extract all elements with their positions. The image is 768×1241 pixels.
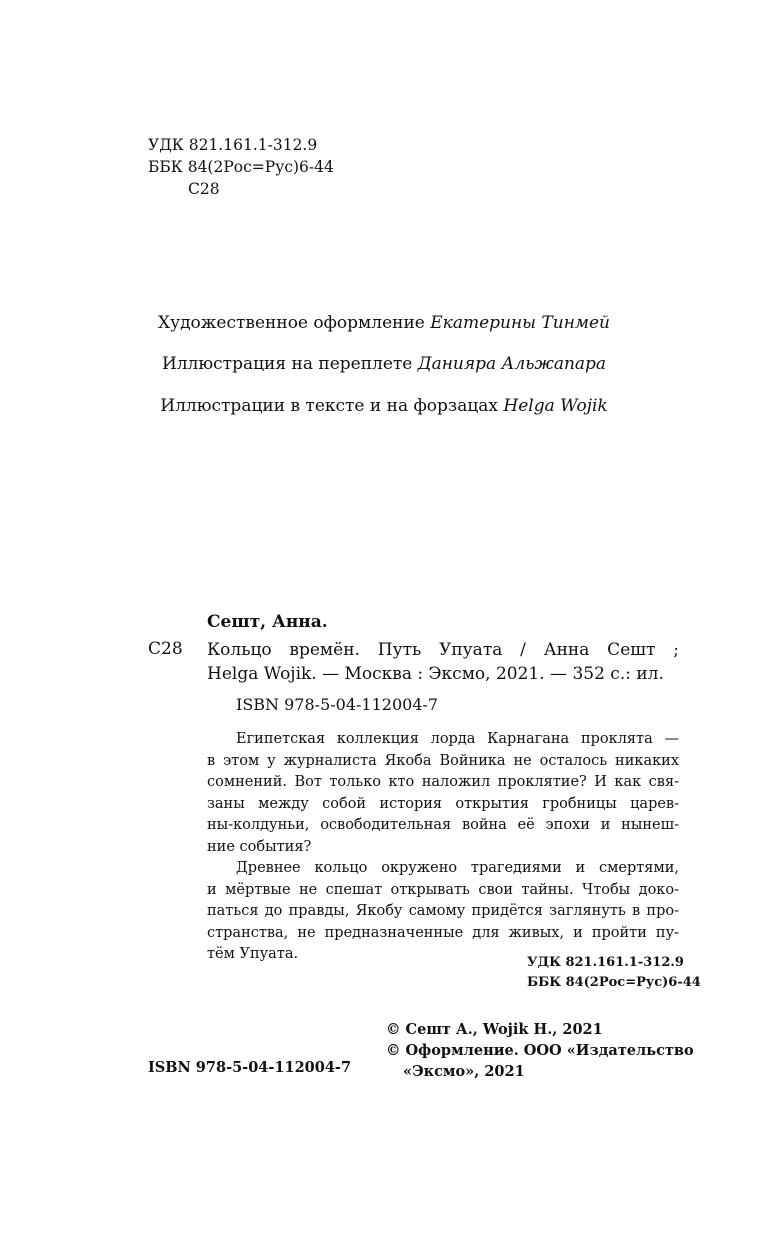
footer-udk-code: УДК 821.161.1-312.9 xyxy=(527,955,684,970)
annotation-line: ние события? xyxy=(207,838,312,855)
author-code: С28 xyxy=(188,180,220,198)
annotation-line: в этом у журналиста Якоба Войника не осталось никаких xyxy=(207,752,679,769)
bib-author: Сешт, Анна. xyxy=(207,612,328,632)
copyright-authors: © Сешт А., Wojik H., 2021 xyxy=(386,1021,603,1038)
annotation xyxy=(207,729,679,966)
copyright-design-cont: «Эксмо», 2021 xyxy=(403,1063,525,1080)
annotation-line: Древнее кольцо окружено трагедиями и смертями, xyxy=(236,860,679,876)
credit-label: Художественное оформление xyxy=(157,313,425,333)
annotation-line: тём Упуата. xyxy=(207,946,299,962)
credit-name: Данияра Альжапара xyxy=(417,354,607,374)
bib-author-code: С28 xyxy=(148,639,183,659)
credit-cover-illustration xyxy=(0,354,768,374)
credit-name: Helga Wojik xyxy=(503,396,608,416)
copyright-block xyxy=(386,1019,694,1082)
annotation-line: заны между собой история открытия гробницы царев- xyxy=(207,795,679,812)
copyright-design: © Оформление. ООО «Издательство xyxy=(386,1042,694,1059)
bib-title-block xyxy=(207,638,679,686)
annotation-line: Египетская коллекция лорда Карнагана проклята — xyxy=(236,731,679,747)
bib-isbn: ISBN 978-5-04-112004-7 xyxy=(236,695,439,714)
footer-classification-codes xyxy=(527,953,701,993)
credit-label: Иллюстрация на переплете xyxy=(161,354,413,374)
annotation-line: ны-колдуньи, освободительная война её эпохи и нынеш- xyxy=(207,817,679,833)
annotation-line: сомнений. Вот только кто наложил проклятие? И как свя- xyxy=(207,774,679,790)
credit-design xyxy=(0,313,768,333)
annotation-line: и мёртвые не спешат открывать свои тайны. Чтобы доко- xyxy=(207,881,679,898)
bib-title-line: Кольцо времён. Путь Упуата / Анна Сешт ; xyxy=(207,640,679,660)
annotation-line: паться до правды, Якобу самому придётся заглянуть в про- xyxy=(207,903,679,919)
credit-text-illustrations xyxy=(0,396,768,416)
isbn-bottom: ISBN 978-5-04-112004-7 xyxy=(148,1059,352,1076)
bib-publication-line: Helga Wojik. — Москва : Эксмо, 2021. — 352 с.: ил. xyxy=(207,664,664,684)
bbk-code: ББК 84(2Рос=Рус)6-44 xyxy=(148,158,334,176)
credit-label: Иллюстрации в тексте и на форзацах xyxy=(160,396,498,416)
footer-bbk-code: ББК 84(2Рос=Рус)6-44 xyxy=(527,975,701,990)
annotation-line: странства, не предназначенные для живых, и пройти пу- xyxy=(207,924,679,941)
header-classification-codes xyxy=(148,134,334,200)
udk-code: УДК 821.161.1-312.9 xyxy=(148,136,318,154)
credit-name: Екатерины Тинмей xyxy=(430,313,611,333)
